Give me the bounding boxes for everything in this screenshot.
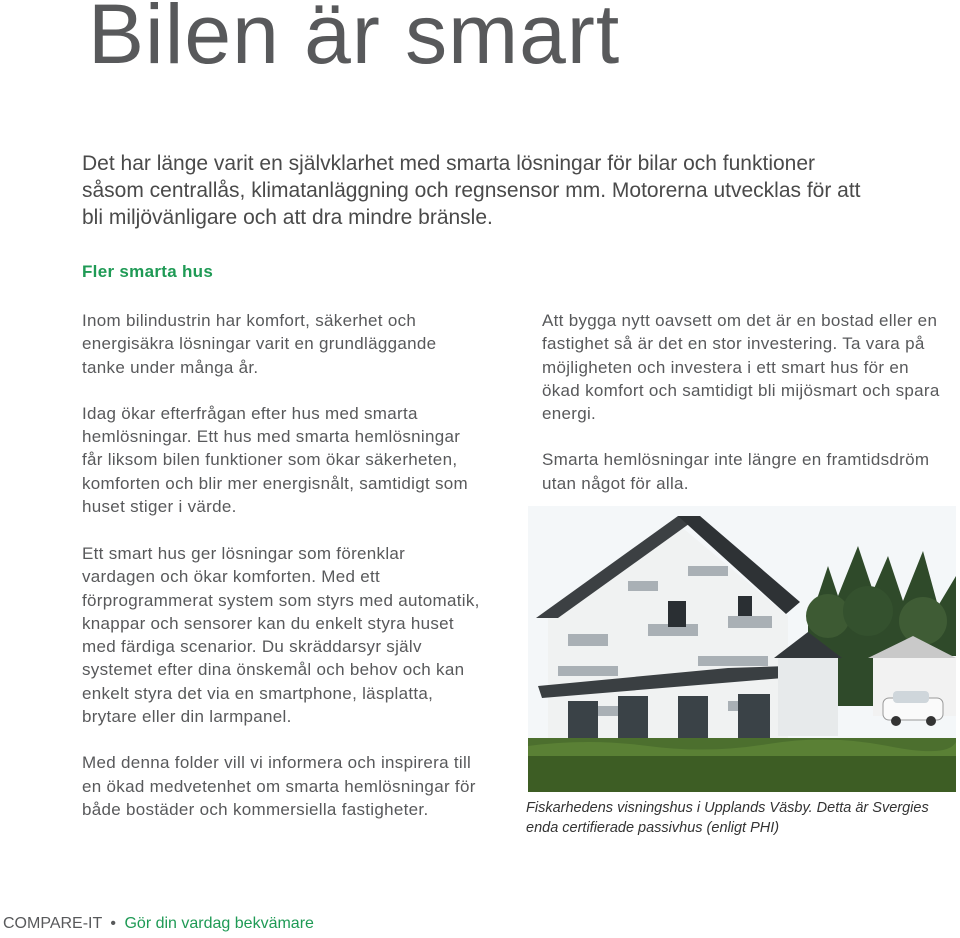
- paragraph: Inom bilindustrin har komfort, säkerhet och energisäkra lösningar varit en grundläggande tanke under många år.: [82, 311, 437, 377]
- photo-caption: Fiskarhedens visningshus i Upplands Väsby. Detta är Svergies enda certifierade passivhus (enligt PHI): [526, 800, 929, 836]
- paragraph: Att bygga nytt oavsett om det är en bostad eller en fastighet så är det en stor investering. Ta vara på möjligheten och investera i ett smart hus för en ökad komfort och samtidigt bli mijösmart och spara energi.: [542, 311, 940, 424]
- left-column-top: [82, 309, 482, 541]
- left-column-bottom: [82, 542, 482, 844]
- footer-brand: COMPARE-IT: [3, 915, 102, 932]
- house-photo: [528, 506, 956, 792]
- paragraph: Smarta hemlösningar inte längre en framtidsdröm utan något för alla.: [542, 450, 930, 493]
- paragraph: Idag ökar efterfrågan efter hus med smarta hemlösningar. Ett hus med smarta hemlösningar får liksom bilen funktioner som ökar säkerheten, komforten och blir mer energisnålt, samtidigt som huset stiger i värde.: [82, 403, 469, 517]
- footer-bullet: •: [110, 915, 117, 932]
- footer-tagline: Gör din vardag bekvämare: [124, 915, 314, 932]
- right-column: [542, 309, 942, 518]
- paragraph: Med denna folder vill vi informera och inspirera till en ökad medvetenhet om smarta hemlösningar för både bostäder och kommersiella fastigheter.: [82, 753, 476, 819]
- paragraph: Ett smart hus ger lösningar som förenklar vardagen och ökar komforten. Med ett förprogrammerat system som styrs med automatik, knappar och sensorer kan du enkelt styra huset med färdiga scenarior. Du skräddarsyr själv systemet efter dina önskemål och behov och kan enkelt styra det via en smartphone, läsplatta, brytare eller din larmpanel.: [82, 544, 480, 727]
- page-title: Bilen är smart: [88, 0, 621, 81]
- section-heading: Fler smarta hus: [82, 262, 214, 281]
- intro-paragraph: Det har länge varit en självklarhet med smarta lösningar för bilar och funktioner såsom centrallås, klimatanläggning och regnsensor mm. Motorerna utvecklas för att bli miljövänligare och att dra mindre bränsle.: [82, 152, 861, 229]
- footer: [3, 915, 314, 933]
